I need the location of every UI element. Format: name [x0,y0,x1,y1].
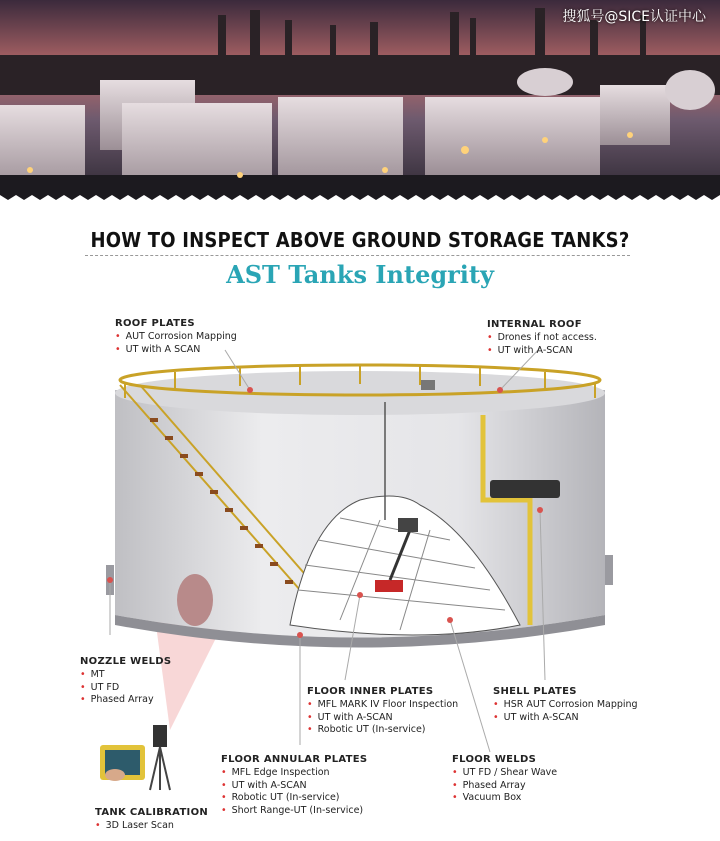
callout-title: INTERNAL ROOF [487,319,582,330]
roof-vent [421,380,435,390]
callout-floor-welds [452,754,557,805]
callout-item: • UT with A-SCAN [307,712,458,725]
callout-item: • UT with A-SCAN [221,780,367,793]
scanner-screen [398,518,418,532]
laser-scanner-icon [150,725,170,790]
callout-title: ROOF PLATES [115,318,195,329]
header-photo [0,0,720,200]
callout-item: • Phased Array [80,694,171,707]
callout-title: FLOOR ANNULAR PLATES [221,754,368,765]
callout-floor-inner-plates [307,686,458,737]
callout-floor-annular-plates [221,754,367,817]
callout-item: • Robotic UT (In-service) [307,724,458,737]
watermark: 搜狐号@SICE认证中心 [562,9,706,25]
page-subtitle: AST Tanks Integrity [226,260,494,289]
callout-item: • UT FD / Shear Wave [452,767,557,780]
callout-title: SHELL PLATES [493,686,577,697]
callout-shell-plates [493,686,638,724]
shell-crawler [490,480,560,498]
callout-title: TANK CALIBRATION [95,807,209,818]
callout-item: • Robotic UT (In-service) [221,792,367,805]
callout-item: • Short Range-UT (In-service) [221,805,367,818]
callout-item: • UT with A-SCAN [487,345,597,358]
callout-roof-plates [115,318,237,356]
callout-item: • MT [80,669,171,682]
callout-tank-calibration [95,807,208,833]
tablet-icon [100,745,145,781]
page-title: HOW TO INSPECT ABOVE GROUND STORAGE TANKS? [90,228,630,252]
manway-nozzle [177,574,213,626]
callout-item: • Drones if not access. [487,332,597,345]
callout-item: • AUT Corrosion Mapping [115,331,237,344]
callout-title: FLOOR WELDS [452,754,537,765]
callout-title: NOZZLE WELDS [80,656,172,667]
right-nozzle [605,555,613,585]
callout-internal-roof [487,319,597,357]
mfl-scanner [375,580,403,592]
callout-item: • Phased Array [452,780,557,793]
callout-item: • MFL Edge Inspection [221,767,367,780]
callout-item: • UT FD [80,682,171,695]
callout-item: • HSR AUT Corrosion Mapping [493,699,638,712]
refinery-photo [0,0,720,200]
callout-item: • Vacuum Box [452,792,557,805]
callout-item: • MFL MARK IV Floor Inspection [307,699,458,712]
callout-item: • UT with A-SCAN [493,712,638,725]
callout-title: FLOOR INNER PLATES [307,686,434,697]
callout-nozzle-welds [80,656,171,707]
callout-item: • UT with A SCAN [115,344,237,357]
title-divider [85,255,630,256]
callout-item: • 3D Laser Scan [95,820,208,833]
